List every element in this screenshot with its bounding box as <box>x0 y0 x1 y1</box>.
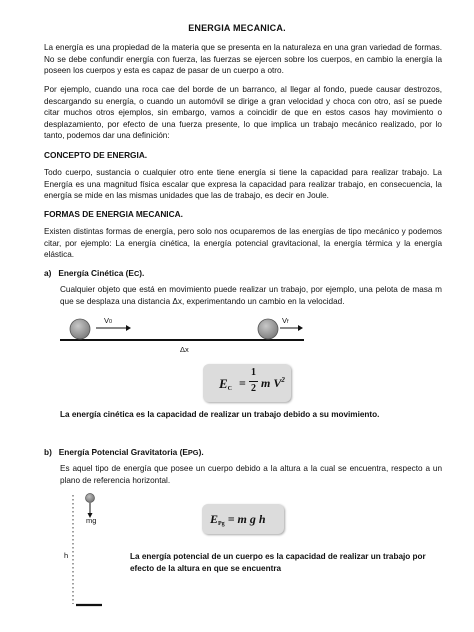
formas-paragraph: Existen distintas formas de energía, pero solo nos ocuparemos de las energías de tipo mecánico y podemos citar, por ejemplo: La energía cinética, la energía potencial gravitacional, la energía térmica y la energía elástica. <box>44 227 442 260</box>
v0-label: V0 <box>104 316 113 325</box>
cinetica-heading-text: Energía Cinética (E <box>58 268 134 278</box>
potencial-heading <box>44 447 204 457</box>
cinetica-letter: a) <box>44 268 52 278</box>
fraction-bar <box>249 381 258 382</box>
h-label: h <box>64 551 69 560</box>
mg-label: mg <box>86 516 97 525</box>
potential-energy-formula: EPg = m g h <box>202 504 284 534</box>
ball-elevated <box>86 494 95 503</box>
potential-formula-lhs: E <box>210 512 219 526</box>
potencial-conclusion: La energía potencial de un cuerpo es la capacidad de realizar un trabajo por efecto de la altura en que se encuentra <box>130 552 426 573</box>
potencial-heading-sub: PG <box>187 448 199 457</box>
vf-arrowhead <box>298 325 303 331</box>
cinetica-conclusion: La energía cinética es la capacidad de realizar un trabajo debido a su movimiento. <box>60 410 380 419</box>
ball-initial <box>70 319 90 339</box>
potencial-paragraph: Es aquel tipo de energía que posee un cuerpo debido a la altura a la cual se encuentra, respecto a un plano de referencia horizontal. <box>60 464 442 485</box>
kinetic-formula-numerator: 1 <box>251 367 256 378</box>
motion-diagram <box>58 312 308 362</box>
potencial-heading-end: ). <box>198 447 204 457</box>
v0-arrowhead <box>126 325 131 331</box>
formas-heading: FORMAS DE ENERGIA MECANICA. <box>44 209 183 219</box>
intro-paragraph-1: La energía es una propiedad de la materia que se presenta en la naturaleza en una gran variedad de formas. No se debe confundir energía con fuerza, las fuerzas se ejercen sobre los cuerpos, en cambio la energía la poseen los cuerpos y esta es capaz de pasar de un cuerpo a otro. <box>44 43 442 76</box>
potential-formula-rhs: = m g h <box>227 512 266 526</box>
potencial-letter: b) <box>44 447 52 457</box>
delta-x-label: Δx <box>180 345 189 354</box>
potencial-heading-text: Energía Potencial Gravitatoria (E <box>58 447 188 457</box>
page-title: ENERGIA MECANICA. <box>188 23 286 33</box>
cinetica-paragraph: Cualquier objeto que está en movimiento puede realizar un trabajo, por ejemplo, una pelota de masa m que se desplaza una distancia Δx, experimentando un cambio en la velocidad. <box>60 285 442 306</box>
kinetic-formula-rhs: m V <box>261 376 282 390</box>
concepto-paragraph: Todo cuerpo, sustancia o cualquier otro ente tiene energía si tiene la capacidad para realizar trabajo. La Energía es una magnitud física escalar que expresa la capacidad para realizar trabajo, en consecuencia, la energía se mide en las mismas unidades que las de trabajo, es decir en Joule. <box>44 168 442 201</box>
ball-final <box>258 319 278 339</box>
cinetica-heading-sub: C <box>133 269 140 278</box>
kinetic-formula-lhs: E <box>219 376 228 391</box>
intro-paragraph-2: Por ejemplo, cuando una roca cae del borde de un barranco, al llegar al fondo, puede causar destrozos, descargando su energía, o cuando un automóvil se dirige a gran velocidad y choca con otro, así se puede citar muchos otros ejemplos, sin embargo, vamos a coincidir de que en estos casos hay movimiento o desplazamiento, por efecto de una fuerza presente, lo que implica un trabajo mecánico realizado, por lo tanto, podemos dar una definición: <box>44 85 442 141</box>
cinetica-heading <box>44 268 144 278</box>
cinetica-heading-end: ). <box>139 268 145 278</box>
kinetic-formula-eq: = <box>239 376 246 390</box>
height-diagram <box>58 490 108 608</box>
kinetic-formula-denominator: 2 <box>251 383 256 394</box>
concepto-heading: CONCEPTO DE ENERGIA. <box>44 150 148 160</box>
kinetic-energy-formula: EC = 1 2 m $V^2$ <box>203 364 291 402</box>
vf-label: Vf <box>282 316 289 325</box>
